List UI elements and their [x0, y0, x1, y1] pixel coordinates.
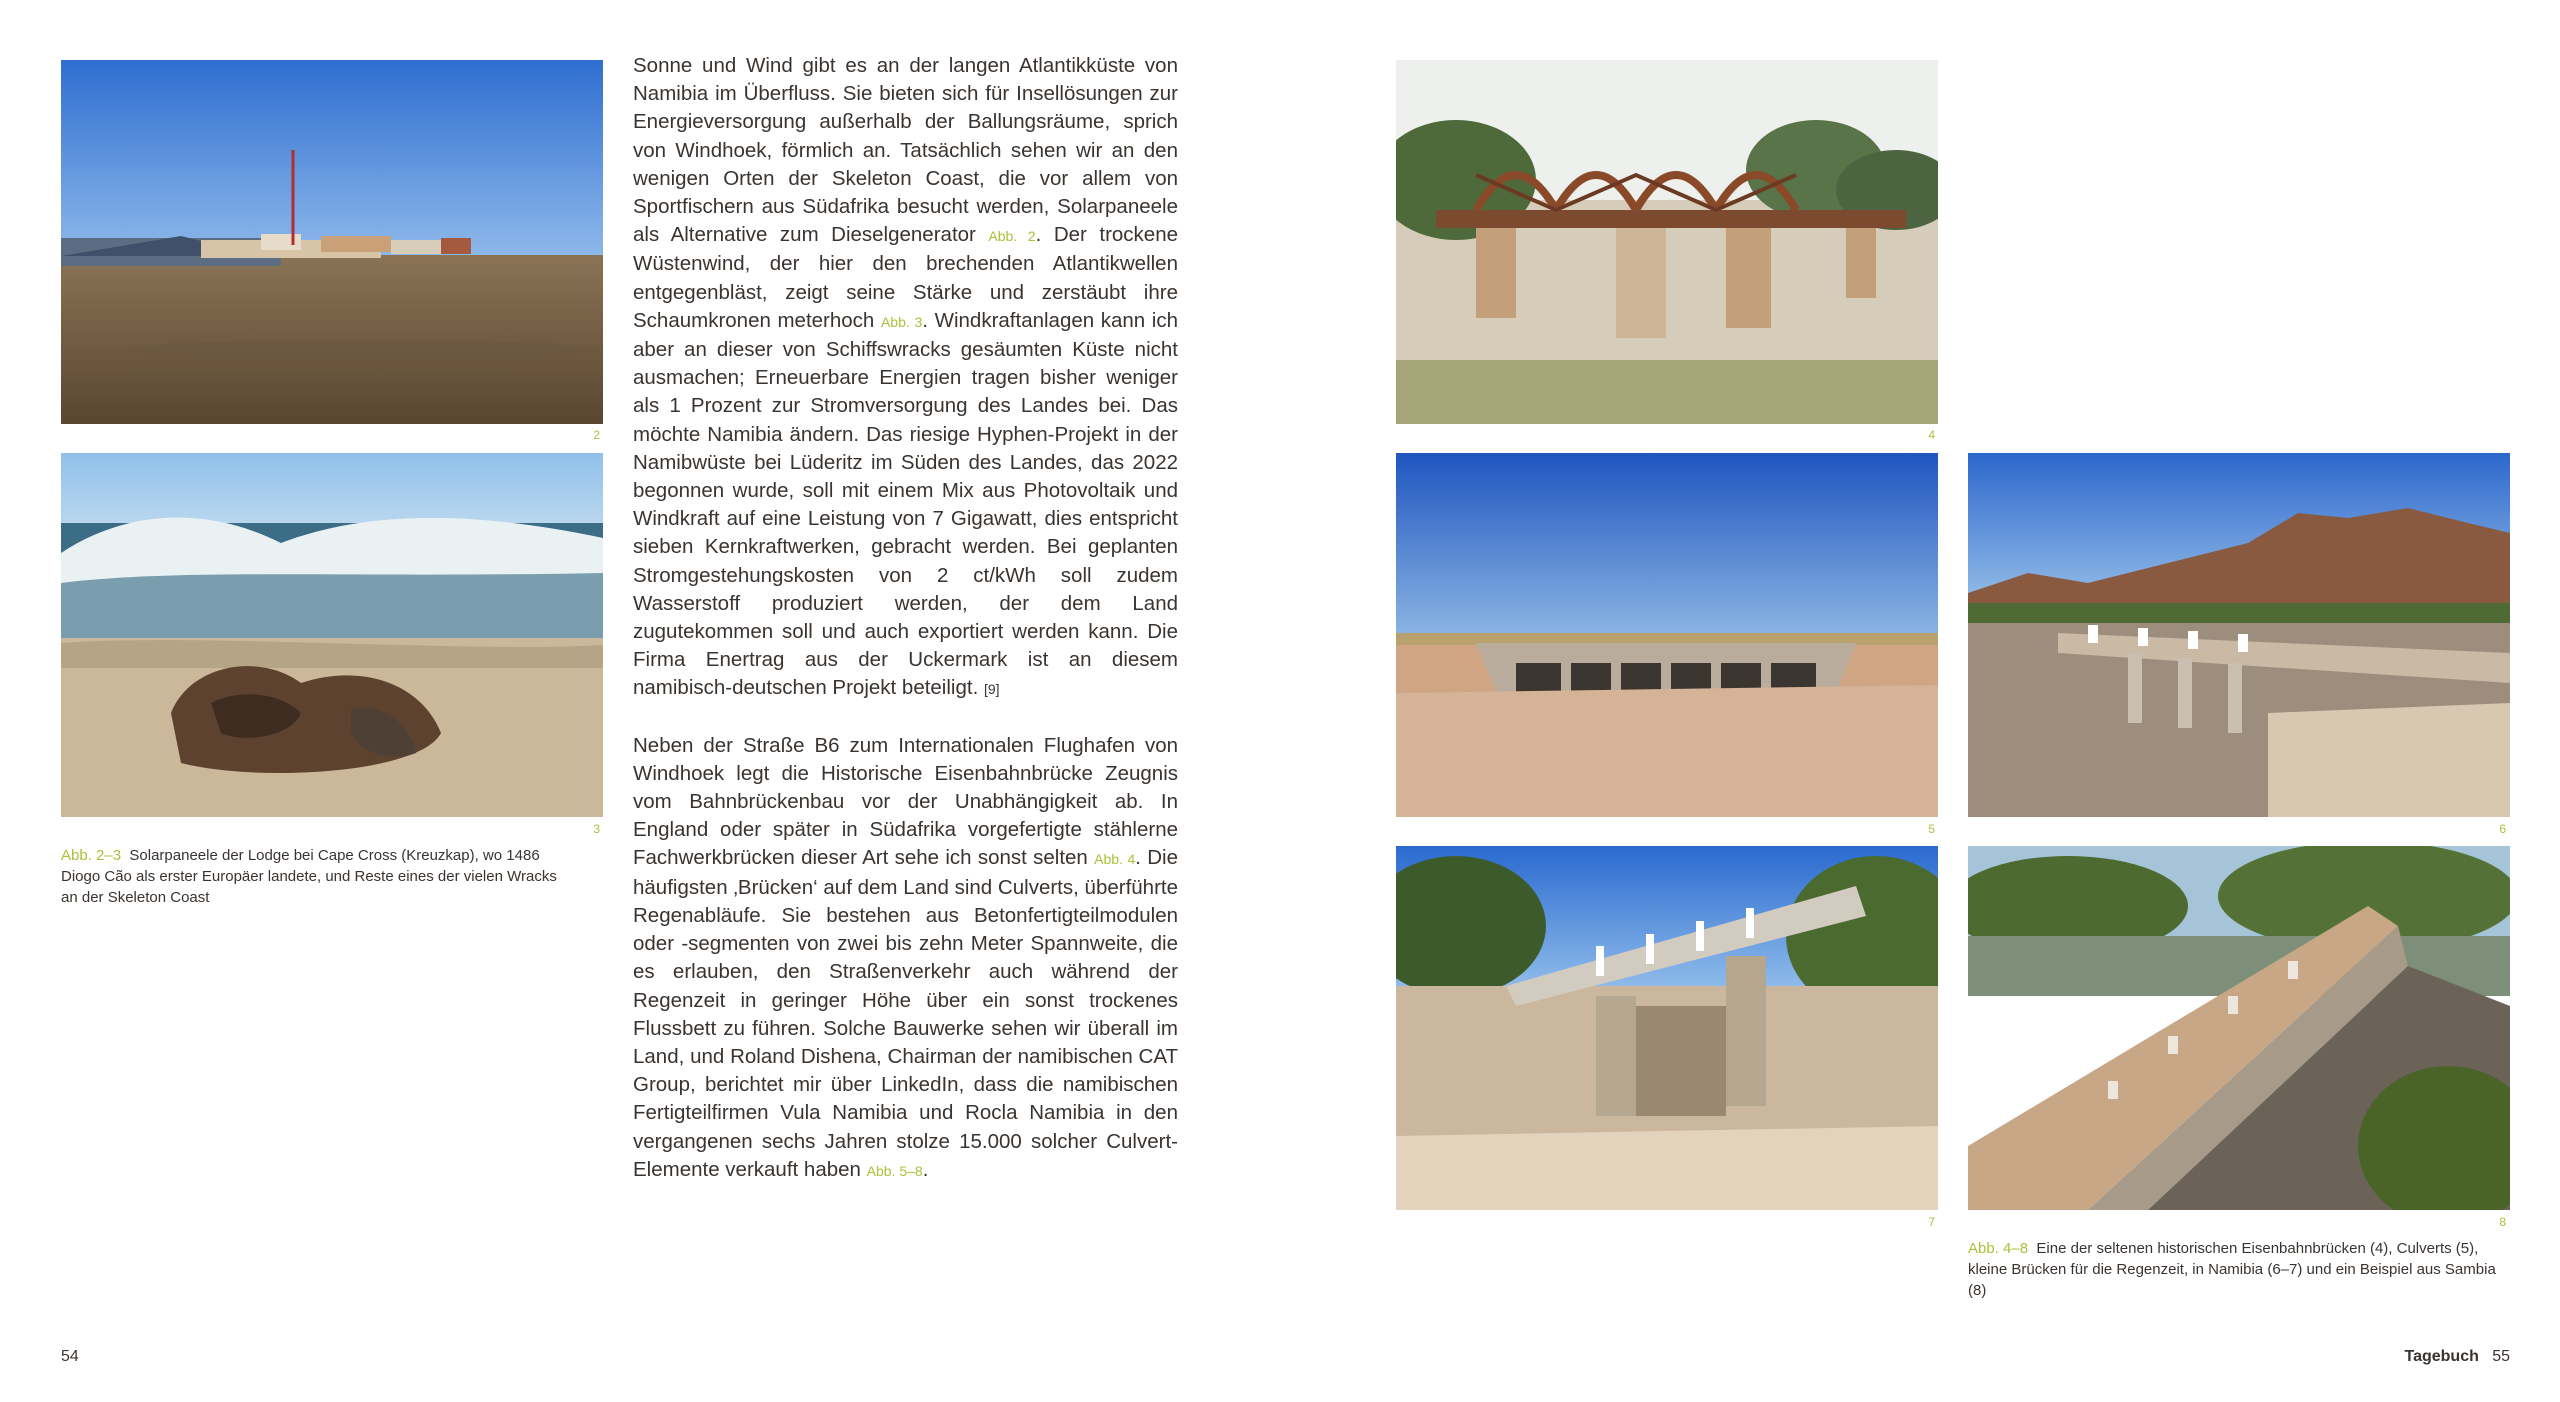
text-run: Sonne und Wind gibt es an der langen Atlantikküste von Namibia im Überfluss. Sie bieten sich für Insellösungen zur Energieversorgung außerhalb der Ballungsräume, sprich von Windhoek, förmlich an. Tatsächlich sehen wir an den wenigen Orten der Skeleton Coast, die vor allem von Sportfischern aus Südafrika besucht werden, Solarpaneele als Alternative zum Dieselgenerator: [633, 54, 1178, 247]
figure-reference: Abb. 4: [1094, 851, 1136, 868]
photo-solar-lodge: [61, 60, 603, 424]
photo-culvert: [1396, 453, 1938, 817]
photo-small-bridge: [1396, 846, 1938, 1210]
paragraph-energy: [633, 52, 1178, 704]
figure-number: 4: [1928, 428, 1935, 442]
caption-text: Solarpaneele der Lodge bei Cape Cross (Kreuzkap), wo 1486 Diogo Cão als erster Europäer landete, und Reste eines der vielen Wracks an der Skeleton Coast: [61, 847, 557, 906]
figure-number: 5: [1928, 822, 1935, 836]
text-run: . Windkraftanlagen kann ich aber an dieser von Schiffswracks gesäumten Küste nicht ausmachen; Erneuerbare Energien tragen bisher weniger als 1 Prozent zur Stromversorgung des Landes bei. Das möchte Namibia ändern. Das riesige Hyphen-Projekt in der Namibwüste bei Lüderitz im Süden des Landes, das 2022 begonnen wurde, soll mit einem Mix aus Photovoltaik und Windkraft auf eine Leistung von 7 Gigawatt, dies entspricht sieben Kernkraftwerken, gebracht werden. Bei geplanten Stromgestehungskosten von 2 ct/kWh soll zudem Wasserstoff produziert werden, der dem Land zugutekommen soll und auch exportiert werden kann. Die Firma Enertrag aus der Uckermark ist an diesem namibisch-deutschen Projekt beteiligt.: [633, 308, 1179, 700]
running-head: Tagebuch: [2404, 1348, 2479, 1365]
right-page: [1280, 0, 2560, 1402]
caption-label: Abb. 2–3: [61, 847, 122, 864]
paragraph-bridges: [633, 732, 1178, 1185]
text-run: .: [922, 1157, 929, 1181]
page-number: 55: [2492, 1348, 2510, 1365]
photo-shipwreck-beach: [61, 453, 603, 817]
figure-caption-4-8: [1968, 1238, 2508, 1301]
figure-number: 3: [593, 822, 600, 836]
photo-low-bridge-mountains: [1968, 453, 2510, 817]
citation: [9]: [983, 681, 1000, 698]
figure-number: 6: [2499, 822, 2506, 836]
page-footer: [2340, 1348, 2510, 1366]
photo-zambia-bridge: [1968, 846, 2510, 1210]
text-run: . Die häufigsten ‚Brücken‘ auf dem Land sind Culverts, überführte Regenabläufe. Sie bestehen aus Betonfertigteilmodulen oder -segmenten von zwei bis zehn Meter Spannweite, die es erlauben, den Straßenverkehr auch während der Regenzeit in geringer Höhe über ein sonst trockenes Flussbett zu führen. Solche Bauwerke sehen wir überall im Land, und Roland Dishena, Chairman der namibischen CAT Group, berichtet mir über LinkedIn, dass die namibischen Fertigteilfirmen Vula Namibia und Rocla Namibia in den vergangenen sechs Jahren stolze 15.000 solcher Culvert-Elemente verkauft haben: [633, 846, 1178, 1181]
page-number: 54: [61, 1348, 79, 1365]
caption-label: Abb. 4–8: [1968, 1240, 2029, 1257]
figure-number: 7: [1928, 1215, 1935, 1229]
text-run: Neben der Straße B6 zum Internationalen Flughafen von Windhoek legt die Historische Eisenbahnbrücke Zeugnis vom Bahnbrückenbau vor der Unabhängigkeit ab. In England oder später in Südafrika vorgefertigte stählerne Fachwerkbrücken dieser Art sehe ich sonst selten: [633, 733, 1178, 870]
figure-number: 8: [2499, 1215, 2506, 1229]
caption-text: Eine der seltenen historischen Eisenbahnbrücken (4), Culverts (5), kleine Brücken für die Regenzeit, in Namibia (6–7) und ein Beispiel aus Sambia (8): [1968, 1240, 2496, 1299]
figure-reference: Abb. 5–8: [866, 1162, 923, 1179]
body-text: [633, 52, 1178, 1185]
figure-caption-2-3: [61, 845, 561, 908]
figure-reference: Abb. 2: [988, 228, 1036, 245]
figure-reference: Abb. 3: [880, 313, 923, 330]
text-run: . Der trockene Wüstenwind, der hier den brechenden Atlantikwellen entgegenbläst, zeigt seine Stärke und zerstäubt ihre Schaumkronen meterhoch: [633, 223, 1179, 332]
figure-number: 2: [593, 428, 600, 442]
photo-railway-bridge: [1396, 60, 1938, 424]
